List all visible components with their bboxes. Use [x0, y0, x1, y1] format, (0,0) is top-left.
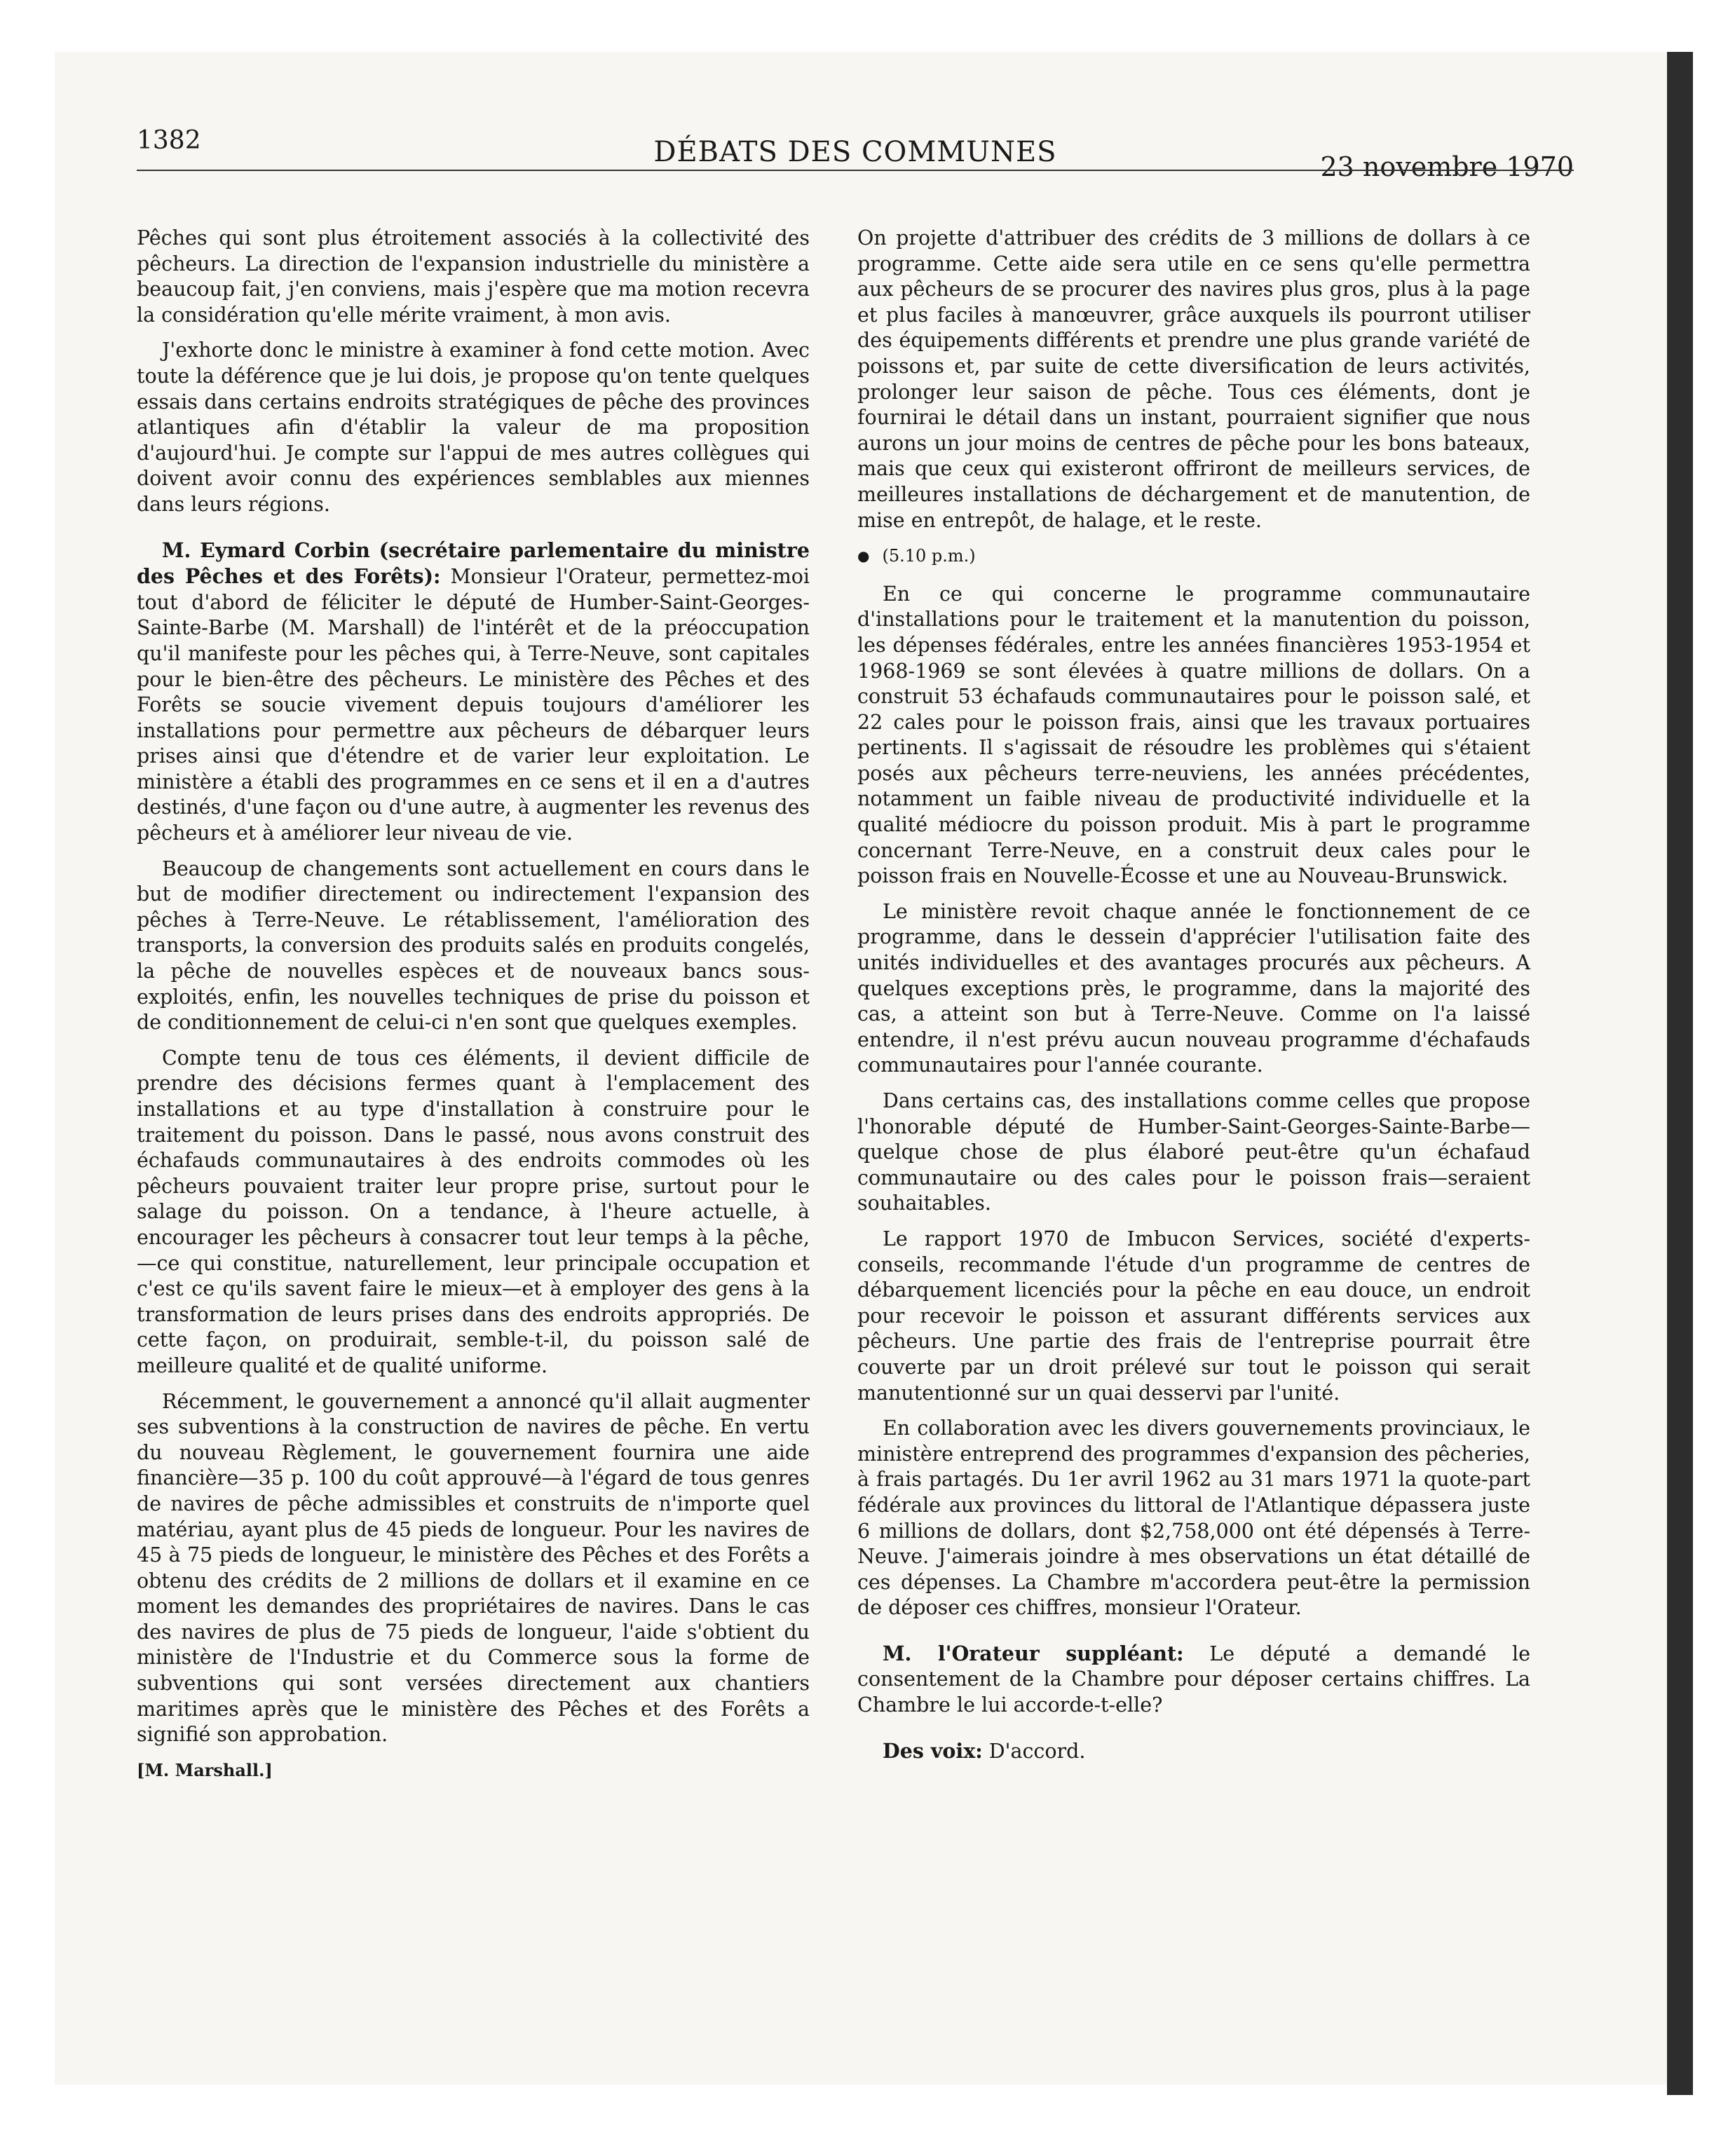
paragraph: Beaucoup de changements sont actuellement en cours dans le but de modifier directement ou indirectement l'expansion des pêches à Terre-Neuve. Le rétablissement, l'amélioration des transports, la conversion des produits salés en produits congelés, la pêche de nouvelles espèces et de nouveaux bancs sous-exploités, enfin, les nouvelles techniques de prise du poisson et de conditionnement de celui-ci n'en sont que quelques exemples. [137, 857, 810, 1035]
left-column [137, 226, 810, 1783]
paragraph: Compte tenu de tous ces éléments, il devient difficile de prendre des décisions fermes quant à l'emplacement des installations et au type d'installation à construire pour le traitement du poisson. Dans le passé, nous avons construit des échafauds communautaires à des endroits commodes où les pêcheurs pouvaient traiter leur propre prise, surtout pour le salage du poisson. On a tendance, à l'heure actuelle, à encourager les pêcheurs à consacrer tout leur temps à la pêche,—ce qui constitue, naturellement, leur principale occupation et c'est ce qu'ils savent faire le mieux—et à employer des gens à la transformation de leurs prises dans des endroits appropriés. De cette façon, on produirait, semble-t-il, du poisson salé de meilleure qualité et de qualité uniforme. [137, 1046, 810, 1377]
bullet-icon: ● [857, 547, 870, 565]
scan-edge-shadow [1667, 52, 1693, 2095]
paragraph: Le ministère revoit chaque année le fonctionnement de ce programme, dans le dessein d'apprécier l'utilisation faite des unités individuelles et des avantages procurés aux pêcheurs. A quelques exceptions près, le programme, dans la majorité des cas, a atteint son but à Terre-Neuve. Comme on l'a laissé entendre, il n'est prévu aucun nouveau programme d'échafauds communautaires pour l'année courante. [857, 899, 1530, 1077]
right-column [857, 226, 1530, 1774]
speaker-name: Des voix: [883, 1738, 983, 1763]
timestamp-text: (5.10 p.m.) [882, 546, 976, 566]
journal-title: DÉBATS DES COMMUNES [653, 136, 1057, 168]
speech-text: Monsieur l'Orateur, permettez-moi tout d'abord de féliciter le député de Humber-Saint-Georges-Sainte-Barbe (M. Marshall) de l'intérêt et de la préoccupation qu'il manifeste pour les pêches qui, à Terre-Neuve, sont capitales pour le bien-être des pêcheurs. Le ministère des Pêches et des Forêts se soucie vivement depuis toujours d'améliorer les installations pour permettre aux pêcheurs de débarquer leurs prises ainsi que d'étendre et de varier leur exploitation. Le ministère a établi des programmes en ce sens et il en a d'autres destinés, d'une façon ou d'une autre, à augmenter les revenus des pêcheurs et à améliorer leur niveau de vie. [137, 565, 810, 845]
paragraph: Le rapport 1970 de Imbucon Services, société d'experts-conseils, recommande l'étude d'un programme de centres de débarquement licenciés pour la pêche en eau douce, un endroit pour recevoir le poisson et assurant différents services aux pêcheurs. Une partie des frais de l'entreprise pourrait être couverte par un droit prélevé sur tout le poisson qui serait manutentionné sur un quai desservi par l'unité. [857, 1227, 1530, 1405]
speech-text: D'accord. [988, 1739, 1086, 1763]
paragraph: Dans certains cas, des installations comme celles que propose l'honorable député de Humber-Saint-Georges-Sainte-Barbe—quelque chose de plus élaboré peut-être qu'un échafaud communautaire ou des cales pour le poisson frais—seraient souhaitables. [857, 1089, 1530, 1215]
page-header [137, 126, 1574, 182]
paragraph: En ce qui concerne le programme communautaire d'installations pour le traitement et la manutention du poisson, les dépenses fédérales, entre les années financières 1953-1954 et 1968-1969 se sont élevées à quatre millions de dollars. On a construit 53 échafauds communautaires pour le poisson salé, et 22 cales pour le poisson frais, ainsi que les travaux portuaires pertinents. Il s'agissait de résoudre les problèmes qui s'étaient posés aux pêcheurs terre-neuviens, les années précédentes, notamment un faible niveau de productivité individuelle et la qualité médiocre du poisson produit. Mis à part le programme concernant Terre-Neuve, en a construit deux cales pour le poisson frais en Nouvelle-Écosse et une au Nouveau-Brunswick. [857, 582, 1530, 888]
page-date: 23 novembre 1970 [1320, 151, 1574, 182]
header-rule [137, 170, 1574, 171]
paragraph: J'exhorte donc le ministre à examiner à fond cette motion. Avec toute la déférence que je lui dois, je propose qu'on tente quelques essais dans certains endroits stratégiques de pêche des provinces atlantiques afin d'établir la valeur de ma proposition d'aujourd'hui. Je compte sur l'appui de mes autres collègues qui doivent avoir connu des expériences semblables aux miennes dans leurs régions. [137, 339, 810, 516]
page-number: 1382 [137, 126, 201, 155]
speech-text: Le député a demandé le consentement de la Chambre pour déposer certains chiffres. La Chambre le lui accorde-t-elle? [857, 1642, 1530, 1717]
paragraph: En collaboration avec les divers gouvernements provinciaux, le ministère entreprend des programmes d'expansion des pêcheries, à frais partagés. Du 1er avril 1962 au 31 mars 1971 la quote-part fédérale aux provinces du littoral de l'Atlantique dépassera juste 6 millions de dollars, dont $2,758,000 ont été dépensés à Terre-Neuve. J'aimerais joindre à mes observations un état détaillé de ces dépenses. La Chambre m'accordera peut-être la permission de déposer ces chiffres, monsieur l'Orateur. [857, 1417, 1530, 1620]
timestamp [857, 543, 1530, 569]
speech [857, 1738, 1530, 1765]
paragraph: On projette d'attribuer des crédits de 3 millions de dollars à ce programme. Cette aide sera utile en ce sens qu'elle permettra aux pêcheurs de se procurer des navires plus gros, plus à la page et plus faciles à manœuvrer, grâce auxquels ils pourront utiliser des équipements différents et prendre une plus grande variété de poissons et, par suite de cette diversification de leurs activités, prolonger leur saison de pêche. Tous ces éléments, dont je fournirai le détail dans un instant, pourraient signifier que nous aurons un jour moins de centres de pêche pour les bons bateaux, mais que ceux qui existeront offriront de meilleurs services, de meilleures installations de déchargement et de manutention, de mise en entrepôt, de halage, et le reste. [857, 226, 1530, 532]
paragraph: Récemment, le gouvernement a annoncé qu'il allait augmenter ses subventions à la construction de navires de pêche. En vertu du nouveau Règlement, le gouvernement fournira une aide financière—35 p. 100 du coût approuvé—à l'égard de tous genres de navires de pêche admissibles et construits de n'importe quel matériau, ayant plus de 45 pieds de longueur. Pour les navires de 45 à 75 pieds de longueur, le ministère des Pêches et des Forêts a obtenu des crédits de 2 millions de dollars et il examine en ce moment les demandes des propriétaires de navires. Dans le cas des navires de plus de 75 pieds de longueur, l'aide s'obtient du ministère de l'Industrie et du Commerce sous la forme de subventions qui sont versées directement aux chantiers maritimes après que le ministère des Pêches et des Forêts a signifié son approbation. [137, 1389, 810, 1747]
speech [857, 1641, 1530, 1719]
paragraph: Pêches qui sont plus étroitement associés à la collectivité des pêcheurs. La direction de l'expansion industrielle du ministère a beaucoup fait, j'en conviens, mais j'espère que ma motion recevra la considération qu'elle mérite vraiment, à mon avis. [137, 226, 810, 327]
speaker-name: M. l'Orateur suppléant: [883, 1641, 1184, 1665]
speaker-attribution: [M. Marshall.] [137, 1759, 273, 1780]
speaker-name: M. Eymard Corbin (secrétaire parlementaire du ministre des Pêches et des Forêts): [137, 538, 810, 589]
speech [137, 538, 810, 847]
